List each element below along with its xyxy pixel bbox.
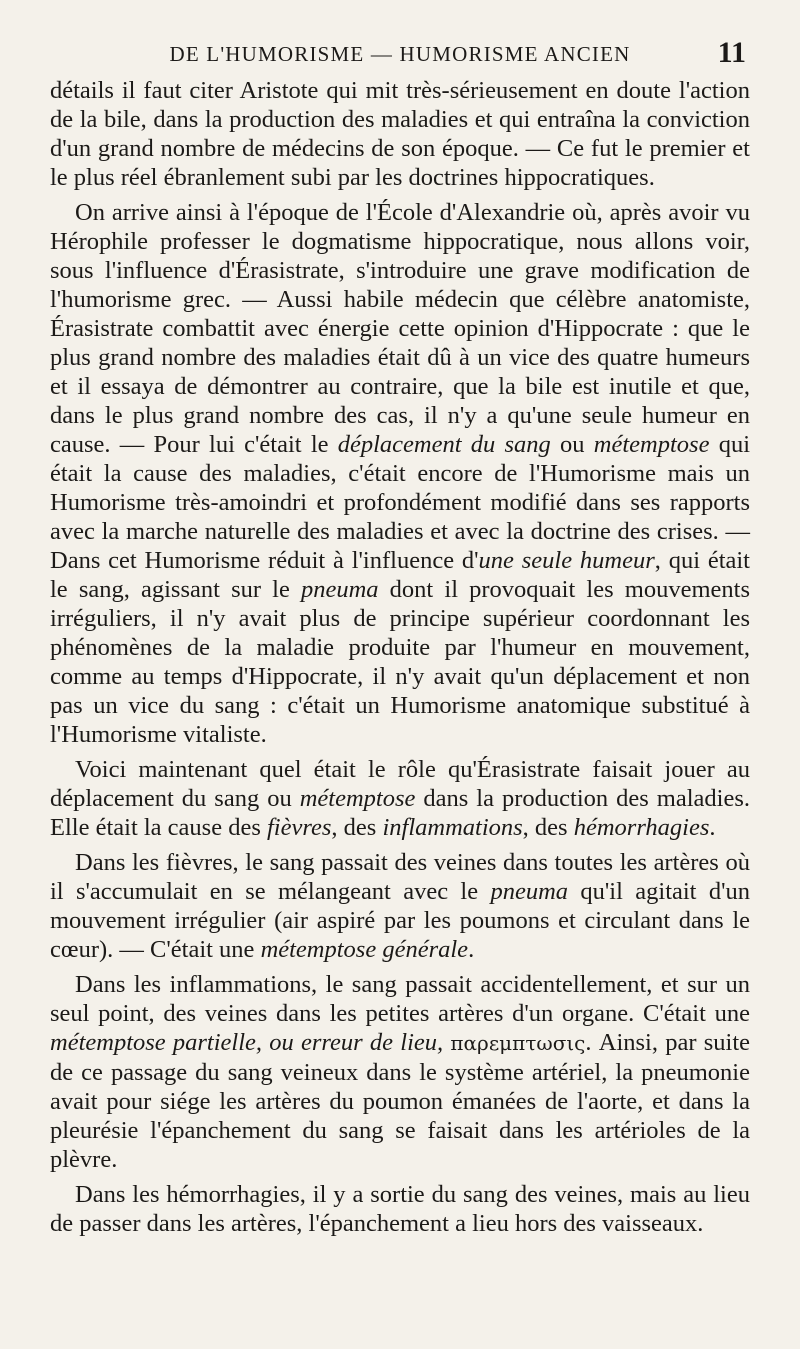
running-head: DE L'HUMORISME — HUMORISME ANCIEN — [169, 42, 631, 66]
paragraph — [50, 970, 750, 1174]
text-run: . Ainsi, par suite de ce passage du sang veineux dans le système artériel, la pneumonie avait pour siége les artères du poumon émanées de l'aorte, et dans la pleurésie l'épanchement du sang se faisait dans les artérioles de la plèvre. — [50, 1029, 750, 1173]
text-run: Dans les inflammations, le sang passait accidentellement, et sur un seul point, des veines dans les petites artères d'un organe. C'était une — [50, 971, 750, 1027]
text-run: , des — [522, 814, 574, 841]
paragraph — [50, 198, 750, 749]
italic-text: métemptose partielle, ou erreur de lieu, — [50, 1029, 444, 1056]
italic-text: fièvres — [267, 814, 332, 841]
text-run: qu'il agitait d'un mouvement irrégulier (air aspiré par les poumons et circulant dans le cœur). — C'était une — [50, 878, 751, 963]
text-run: . — [468, 936, 475, 963]
paragraph — [50, 1180, 750, 1238]
greek-text: παρεμπτωσις — [450, 1031, 586, 1055]
paragraph — [50, 755, 750, 842]
text-run: On arrive ainsi à l'époque de l'École d'Alexandrie où, après avoir vu Hérophile professer le dogmatisme hippocratique, nous allons voir, sous l'influence d'Érasistrate, s'introduire une grave modification de l'humorisme grec. — Aussi habile médecin que célèbre anatomiste, Érasistrate combattit avec énergie cette opinion d'Hippocrate : que le plus grand nombre des maladies était dû à un vice des quatre humeurs et il essaya de démontrer au contraire, que la bile est inutile et que, dans le plus grand nombre des cas, il n'y a qu'une seule humeur en cause. — Pour lui c'était le — [50, 199, 750, 458]
text-run: , qui était le sang, agissant sur le — [50, 547, 750, 603]
text-run: . — [709, 814, 716, 841]
text-run: Dans les fièvres, le sang passait des veines dans toutes les artères où il s'accumulait en se mélangeant avec le — [50, 849, 750, 905]
italic-text: une seule humeur — [478, 547, 655, 574]
text-run: ou — [550, 431, 594, 458]
paragraph — [50, 76, 750, 192]
italic-text: pneuma — [490, 878, 569, 905]
paragraph — [50, 848, 750, 964]
text-run: Dans les hémorrhagies, il y a sortie du sang des veines, mais au lieu de passer dans les artères, l'épanchement a lieu hors des vaisseaux. — [50, 1181, 750, 1237]
italic-text: déplacement du sang — [337, 431, 551, 458]
text-run: détails il faut citer Aristote qui mit très-sérieusement en doute l'action de la bile, dans la production des maladies et qui entraîna la conviction d'un grand nombre de médecins de son époque. — Ce fut le premier et le plus réel ébranlement subi par les doctrines hippocratiques. — [50, 77, 750, 191]
text-run: qui était la cause des maladies, c'était encore de l'Humorisme mais un Humorisme très-amoindri et profondément modifié dans ses rapports avec la marche naturelle des maladies et avec la doctrine des crises. — Dans cet Humorisme réduit à l'influence d' — [50, 431, 750, 574]
italic-text: inflammations — [382, 814, 523, 841]
italic-text: métemptose — [299, 785, 416, 812]
italic-text: métemptose — [593, 431, 710, 458]
text-run: , des — [331, 814, 383, 841]
italic-text: pneuma — [300, 576, 379, 603]
italic-text: métemptose générale — [260, 936, 469, 963]
body-text — [50, 76, 750, 1238]
page-header — [50, 36, 750, 76]
text-run: dans la production des maladies. Elle était la cause des — [50, 785, 750, 841]
text-run: dont il provoquait les mouvements irréguliers, il n'y avait plus de principe supérieur coordonnant les phénomènes de la maladie produite par l'humeur en mouvement, comme au temps d'Hippocrate, il n'y avait qu'un déplacement et non pas un vice du sang : c'était un Humorisme anatomique substitué à l'Humorisme vitaliste. — [50, 576, 750, 748]
page-number: 11 — [717, 36, 746, 69]
text-run: Voici maintenant quel était le rôle qu'Érasistrate faisait jouer au déplacement du sang ou — [50, 756, 750, 812]
italic-text: hémorrhagies — [573, 814, 710, 841]
